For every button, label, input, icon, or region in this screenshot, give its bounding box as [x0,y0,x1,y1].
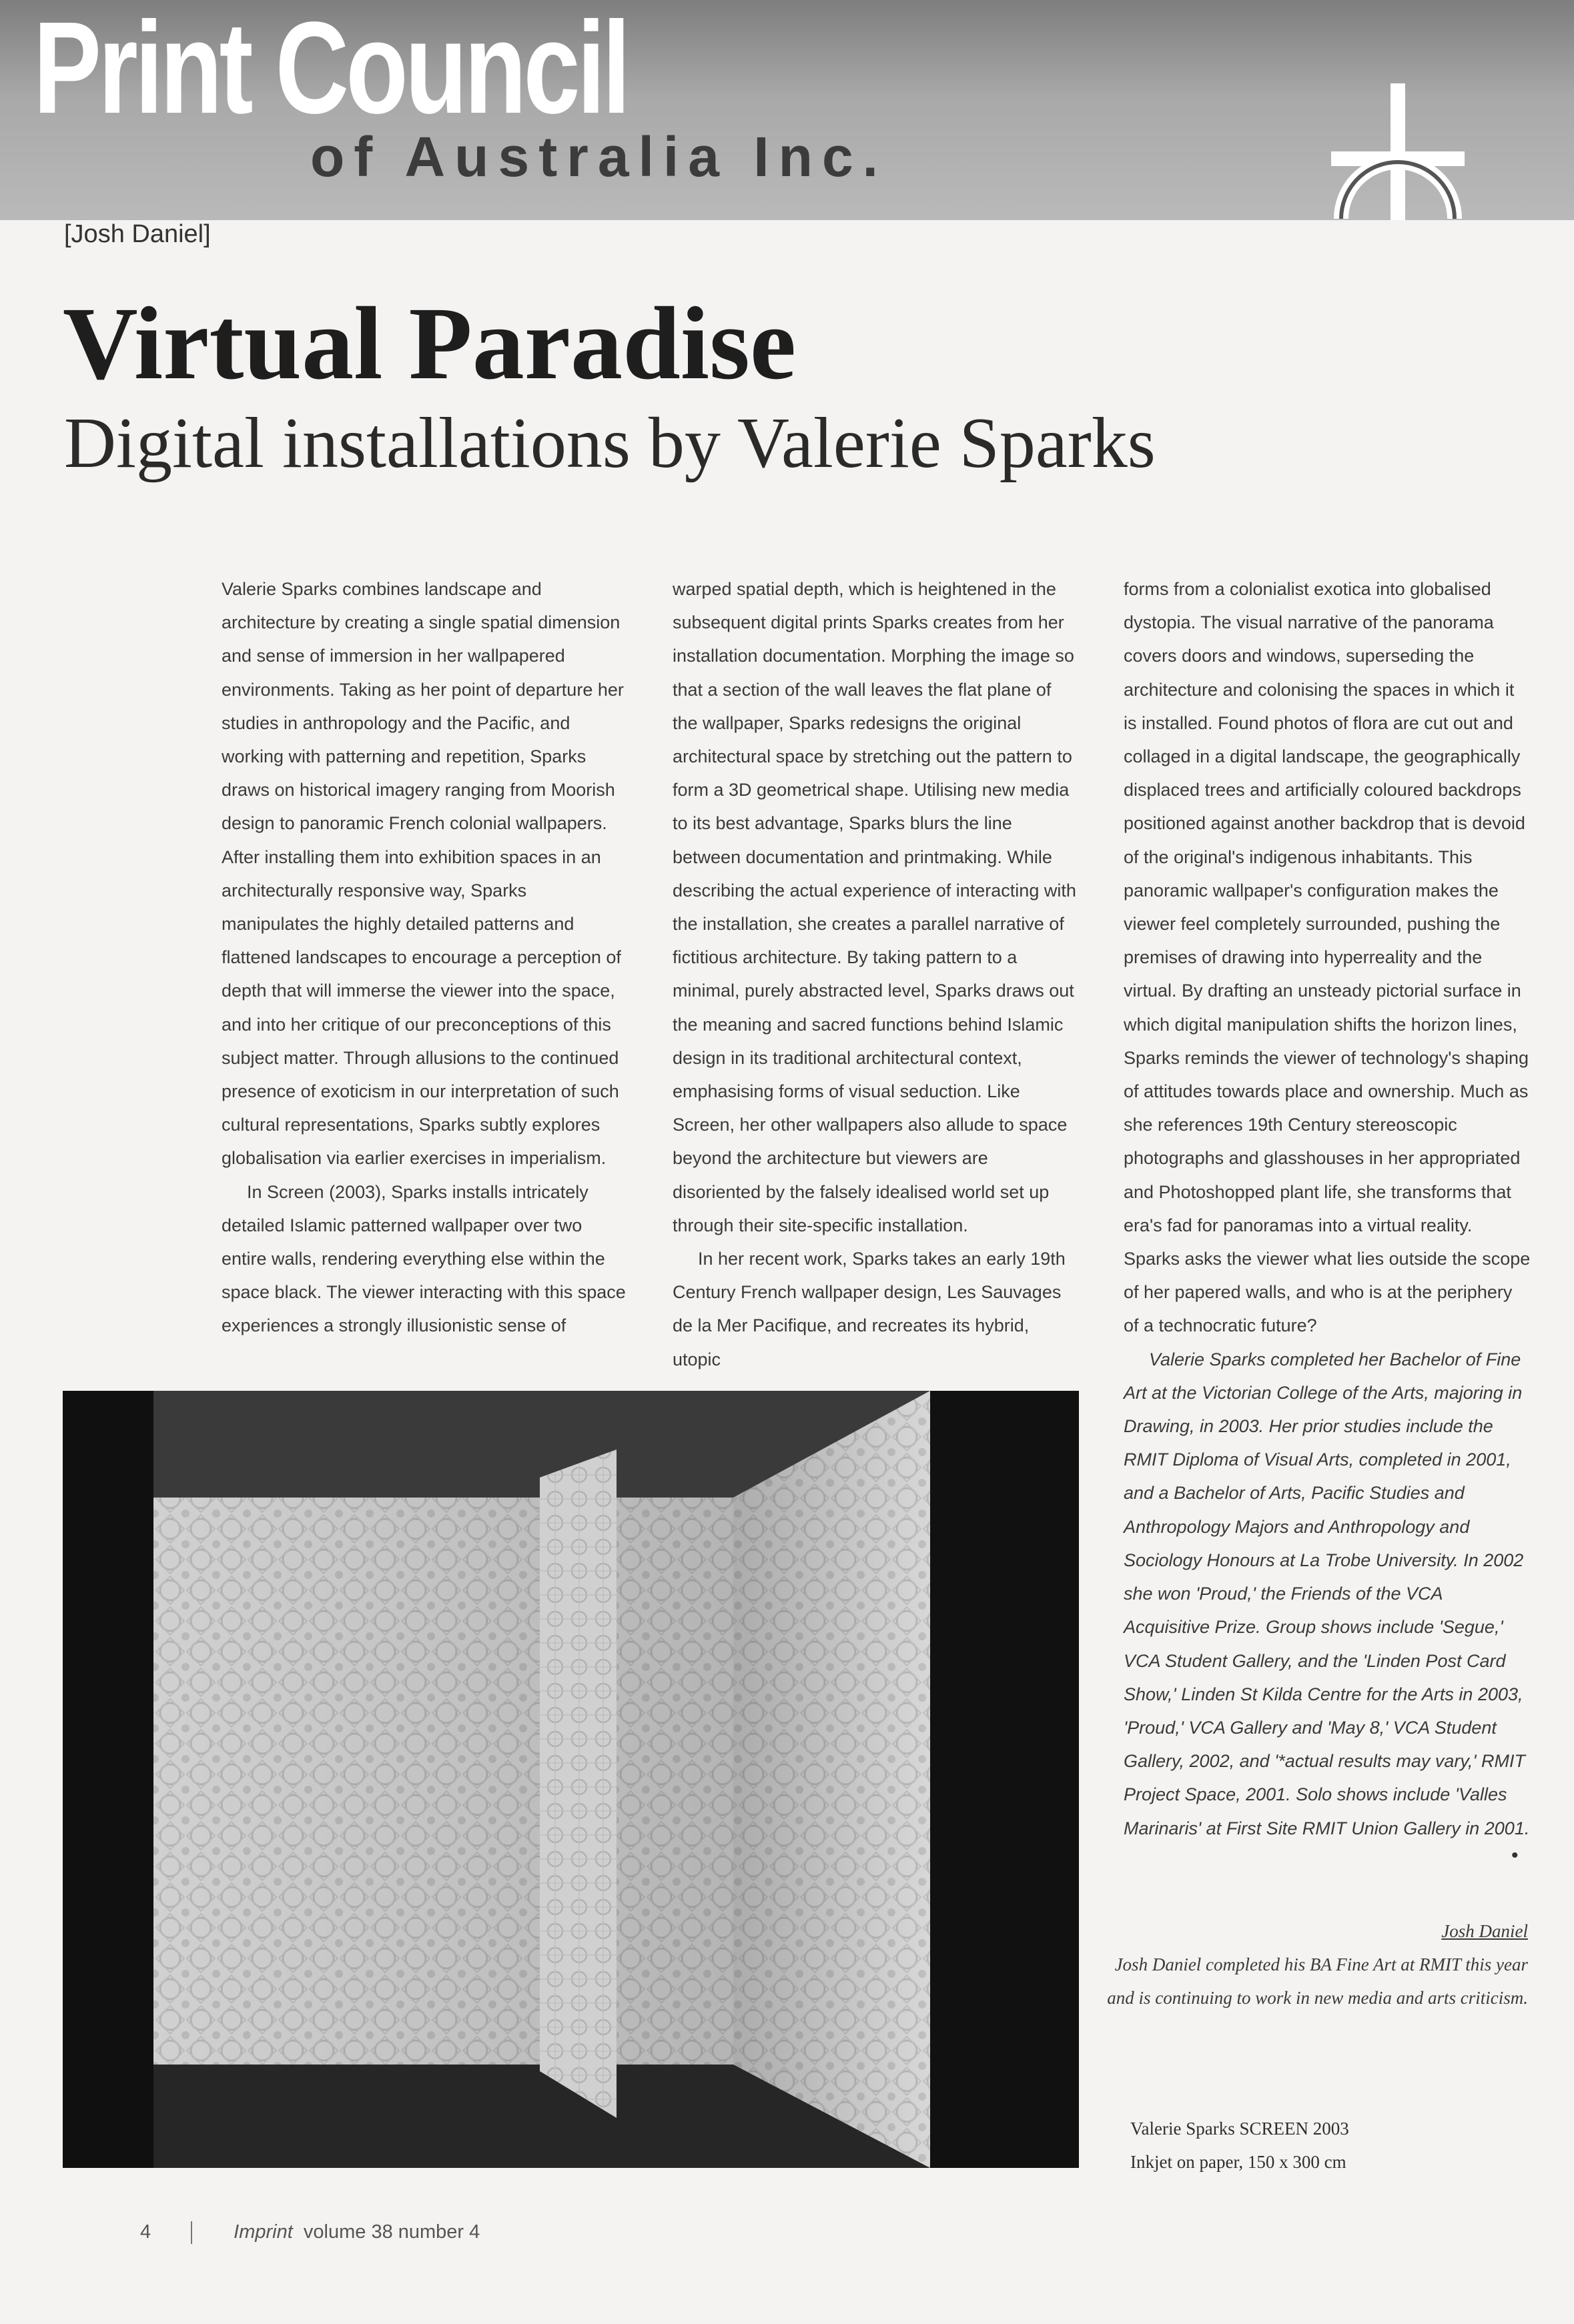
caption-line-2: Inkjet on paper, 150 x 300 cm [1130,2152,1346,2172]
footer-divider [191,2221,192,2244]
body-column-2 [673,572,1080,1376]
artwork-caption [1130,2112,1349,2179]
article-subtitle: Digital installations by Valerie Sparks [64,404,1156,483]
magazine-name: Imprint [234,2221,293,2243]
end-mark: • [1511,1844,1519,1866]
paragraph: warped spatial depth, which is heightened in the subsequent digital prints Sparks creates from her installation documentation. Morphing the image so that a section of the wall leaves the flat plane of the wallpaper, Sparks redesigns the original architectural space by stretching out the pattern to form a 3D geometrical shape. Utilising new media to its best advantage, Sparks blurs the line between documentation and printmaking. While describing the actual experience of interacting with the installation, she creates a parallel narrative of fictitious architecture. By taking pattern to a minimal, purely abstracted level, Sparks draws out the meaning and sacred functions behind Islamic design in its traditional architectural context, emphasising forms of visual seduction. Like Screen, her other wallpapers also allude to space beyond the architecture but viewers are disoriented by the falsely idealised world set up through their site-specific installation. [673,579,1076,1235]
crosshair-logo-icon [1328,80,1468,220]
byline-note: Josh Daniel completed his BA Fine Art at RMIT this year and is continuing to work in new media and arts criticism. [1107,1954,1528,2008]
caption-line-1: Valerie Sparks SCREEN 2003 [1130,2119,1349,2139]
author-tag: [Josh Daniel] [64,220,211,248]
page-footer [140,2221,480,2244]
paragraph: In Screen (2003), Sparks installs intricately detailed Islamic patterned wallpaper over two entire walls, rendering everything else within the space black. The viewer interacting with this space experiences a strongly illusionistic sense of [222,1181,626,1336]
paragraph: forms from a colonialist exotica into globalised dystopia. The visual narrative of the panorama covers doors and windows, superseding the architecture and colonising the spaces in which it is installed. Found photos of flora are cut out and collaged in a digital landscape, the geographically displaced trees and artificially coloured backdrops positioned against another backdrop that is devoid of the original's indigenous inhabitants. This panoramic wallpaper's configuration makes the viewer feel completely surrounded, pushing the premises of drawing into hyperreality and the virtual. By drafting an unsteady pictorial surface in which digital manipulation shifts the horizon lines, Sparks reminds the viewer of technology's shaping of attitudes towards place and ownership. Much as she references 19th Century stereoscopic photographs and glasshouses in her appropriated and Photoshopped plant life, she transforms that era's fad for panoramas into a virtual reality. Sparks asks the viewer what lies outside the scope of her papered walls, and who is at the periphery of a technocratic future? [1124,579,1531,1336]
article-title: Virtual Paradise [63,285,797,401]
artwork-photo [63,1391,1079,2168]
page-number: 4 [140,2221,151,2243]
artist-bio: Valerie Sparks completed her Bachelor of Fine Art at the Victorian College of the Arts, majoring in Drawing, in 2003. Her prior studies include the RMIT Diploma of Visual Arts, completed in 2001, and a Bachelor of Arts, Pacific Studies and Anthropology Majors and Anthropology and Sociology Honours at La Trobe University. In 2002 she won 'Proud,' the Friends of the VCA Acquisitive Prize. Group shows include 'Segue,' VCA Student Gallery, and the 'Linden Post Card Show,' Linden St Kilda Centre for the Arts in 2003, 'Proud,' VCA Gallery and 'May 8,' VCA Student Gallery, 2002, and '*actual results may vary,' RMIT Project Space, 2001. Solo shows include 'Valles Marinaris' at First Site RMIT Union Gallery in 2001. [1124,1349,1530,1838]
author-byline [1094,1914,1528,2014]
masthead-title: Print Council [33,0,628,141]
paragraph: Valerie Sparks combines landscape and architecture by creating a single spatial dimension and sense of immersion in her wallpapered environments. Taking as her point of departure her studies in anthropology and the Pacific, and working with patterning and repetition, Sparks draws on historical imagery ranging from Moorish design to panoramic French colonial wallpapers. After installing them into exhibition spaces in an architecturally responsive way, Sparks manipulates the highly detailed patterns and flattened landscapes to encourage a perception of depth that will immerse the viewer into the space, and into her critique of our preconceptions of this subject matter. Through allusions to the continued presence of exoticism in our interpretation of such cultural representations, Sparks subtly explores globalisation via earlier exercises in imperialism. [222,579,624,1169]
masthead-subtitle: of Australia Inc. [310,125,888,188]
body-column-1 [222,572,629,1343]
issue-info: volume 38 number 4 [303,2221,480,2243]
byline-name: Josh Daniel [1441,1921,1528,1941]
body-column-3 [1124,572,1531,1845]
masthead-banner [0,0,1574,220]
paragraph: In her recent work, Sparks takes an early 19th Century French wallpaper design, Les Sauvages de la Mer Pacifique, and recreates its hybrid, utopic [673,1249,1066,1369]
